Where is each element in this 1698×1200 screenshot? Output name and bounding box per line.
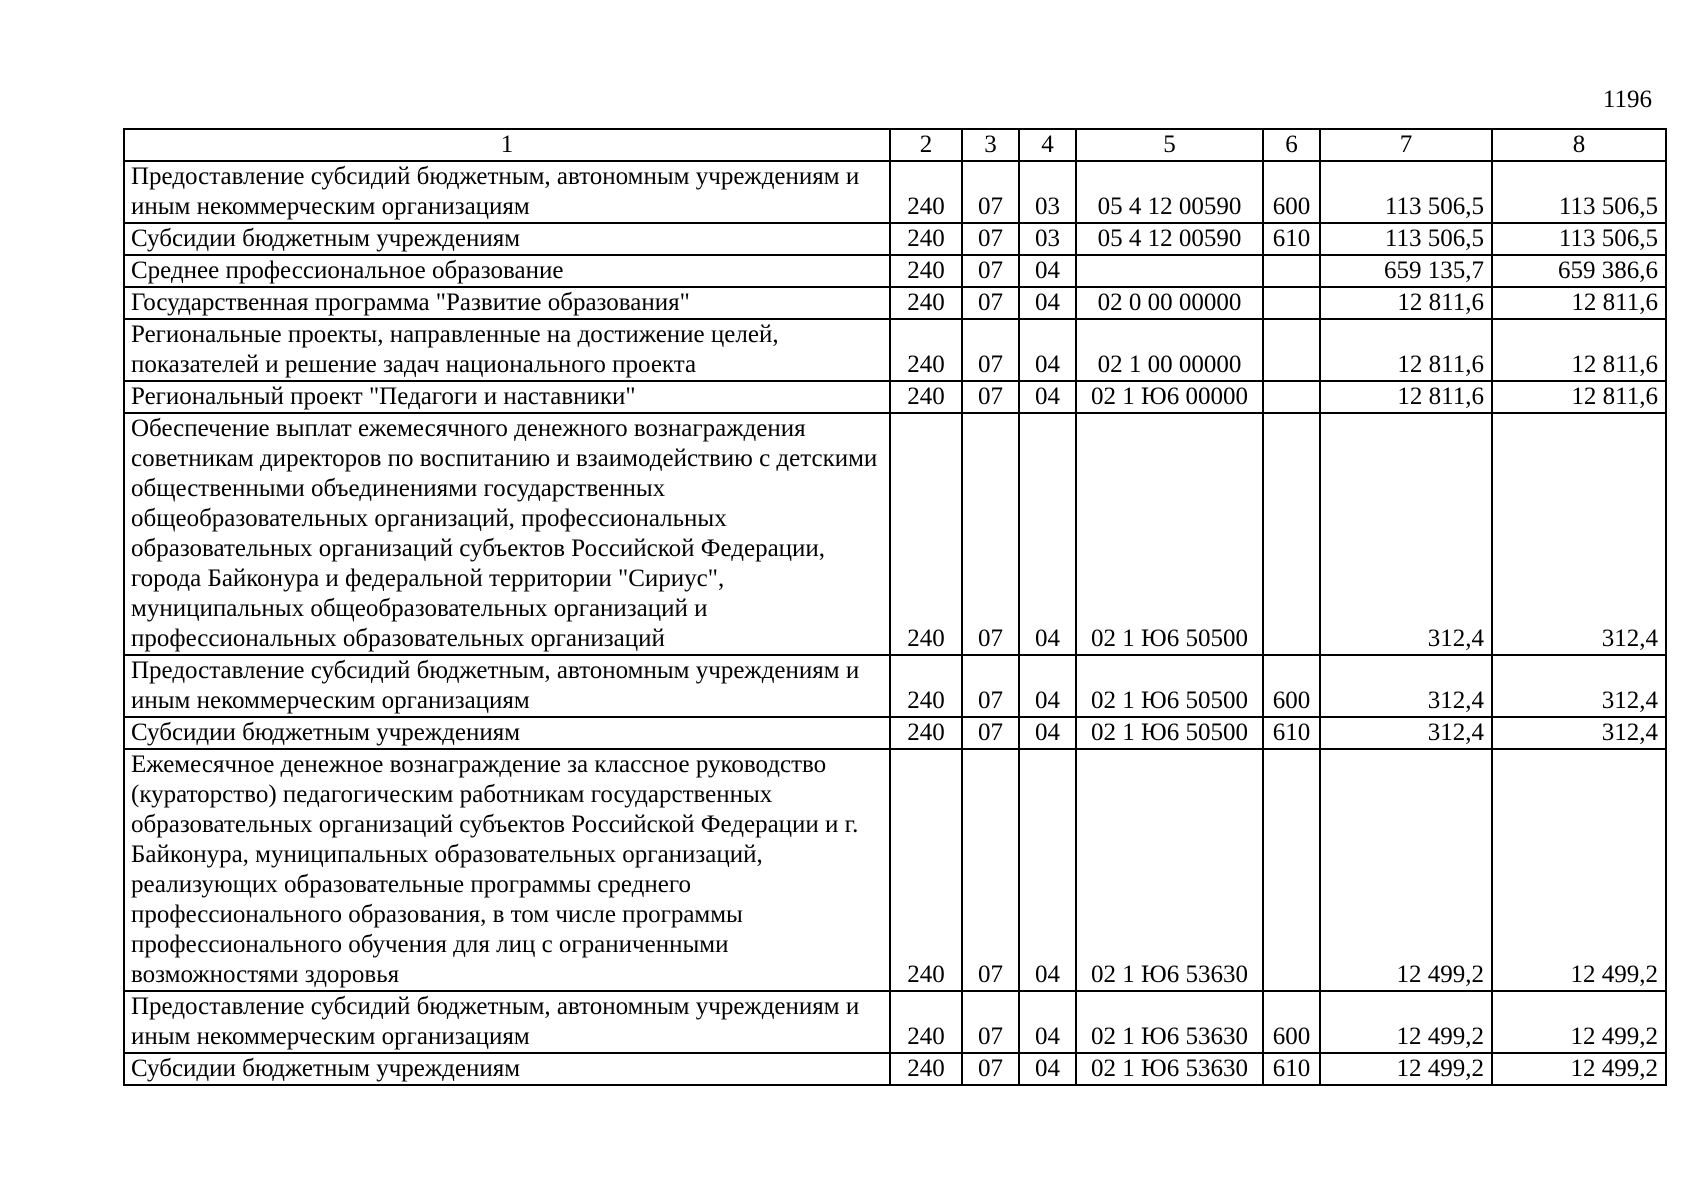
target-article-cell: 02 1 00 00000 bbox=[1076, 319, 1263, 381]
table-row bbox=[124, 413, 1666, 655]
item-name-cell: Обеспечение выплат ежемесячного денежного вознаграждения советникам директоров по воспитанию и взаимодействию с детскими общественными объединениями государственных общеобразовательных организаций, профессиональных образовательных организаций субъектов Российской Федерации, города Байконура и федеральной территории "Сириус", муниципальных общеобразовательных организаций и профессиональных образовательных организаций bbox=[124, 413, 890, 655]
amount-year1-cell: 659 135,7 bbox=[1320, 255, 1492, 287]
header-cell: 1 bbox=[124, 129, 890, 161]
amount-year2-cell: 12 499,2 bbox=[1492, 1053, 1666, 1085]
amount-year1-cell: 312,4 bbox=[1320, 717, 1492, 749]
amount-year2-cell: 12 499,2 bbox=[1492, 749, 1666, 991]
subsection-code-cell: 04 bbox=[1019, 413, 1076, 655]
amount-year2-cell: 12 811,6 bbox=[1492, 287, 1666, 319]
table-row bbox=[124, 381, 1666, 413]
ministry-code-cell: 240 bbox=[890, 381, 962, 413]
section-code-cell: 07 bbox=[962, 161, 1019, 223]
item-name-cell: Ежемесячное денежное вознаграждение за классное руководство (кураторство) педагогическим работникам государственных образовательных организаций субъектов Российской Федерации и г. Байконура, муниципальных образовательных организаций, реализующих образовательные программы среднего профессионального образования, в том числе программы профессионального обучения для лиц с ограниченными возможностями здоровья bbox=[124, 749, 890, 991]
amount-year2-cell: 659 386,6 bbox=[1492, 255, 1666, 287]
section-code-cell: 07 bbox=[962, 717, 1019, 749]
section-code-cell: 07 bbox=[962, 223, 1019, 255]
table-row bbox=[124, 223, 1666, 255]
item-name-cell: Среднее профессиональное образование bbox=[124, 255, 890, 287]
amount-year1-cell: 12 811,6 bbox=[1320, 381, 1492, 413]
item-name-cell: Субсидии бюджетным учреждениям bbox=[124, 717, 890, 749]
header-cell: 6 bbox=[1263, 129, 1320, 161]
header-cell: 8 bbox=[1492, 129, 1666, 161]
header-cell: 2 bbox=[890, 129, 962, 161]
subsection-code-cell: 04 bbox=[1019, 749, 1076, 991]
item-name-cell: Предоставление субсидий бюджетным, автономным учреждениям и иным некоммерческим организациям bbox=[124, 655, 890, 717]
section-code-cell: 07 bbox=[962, 749, 1019, 991]
amount-year2-cell: 12 811,6 bbox=[1492, 381, 1666, 413]
section-code-cell: 07 bbox=[962, 319, 1019, 381]
subsection-code-cell: 04 bbox=[1019, 655, 1076, 717]
item-name-cell: Региональный проект "Педагоги и наставники" bbox=[124, 381, 890, 413]
table-row bbox=[124, 991, 1666, 1053]
subsection-code-cell: 04 bbox=[1019, 319, 1076, 381]
subsection-code-cell: 04 bbox=[1019, 381, 1076, 413]
amount-year1-cell: 113 506,5 bbox=[1320, 161, 1492, 223]
table-row bbox=[124, 1053, 1666, 1085]
section-code-cell: 07 bbox=[962, 255, 1019, 287]
ministry-code-cell: 240 bbox=[890, 1053, 962, 1085]
table-row bbox=[124, 161, 1666, 223]
target-article-cell: 02 1 Ю6 50500 bbox=[1076, 413, 1263, 655]
header-cell: 4 bbox=[1019, 129, 1076, 161]
amount-year2-cell: 312,4 bbox=[1492, 655, 1666, 717]
amount-year2-cell: 113 506,5 bbox=[1492, 161, 1666, 223]
expense-type-cell: 600 bbox=[1263, 991, 1320, 1053]
target-article-cell: 02 1 Ю6 53630 bbox=[1076, 991, 1263, 1053]
section-code-cell: 07 bbox=[962, 655, 1019, 717]
ministry-code-cell: 240 bbox=[890, 717, 962, 749]
item-name-cell: Предоставление субсидий бюджетным, автономным учреждениям и иным некоммерческим организациям bbox=[124, 991, 890, 1053]
ministry-code-cell: 240 bbox=[890, 255, 962, 287]
ministry-code-cell: 240 bbox=[890, 161, 962, 223]
amount-year2-cell: 113 506,5 bbox=[1492, 223, 1666, 255]
target-article-cell: 02 1 Ю6 53630 bbox=[1076, 1053, 1263, 1085]
subsection-code-cell: 04 bbox=[1019, 991, 1076, 1053]
subsection-code-cell: 04 bbox=[1019, 255, 1076, 287]
target-article-cell bbox=[1076, 255, 1263, 287]
target-article-cell: 02 0 00 00000 bbox=[1076, 287, 1263, 319]
target-article-cell: 02 1 Ю6 00000 bbox=[1076, 381, 1263, 413]
expense-type-cell bbox=[1263, 319, 1320, 381]
table-row bbox=[124, 287, 1666, 319]
expense-type-cell: 600 bbox=[1263, 161, 1320, 223]
expense-type-cell bbox=[1263, 413, 1320, 655]
section-code-cell: 07 bbox=[962, 413, 1019, 655]
item-name-cell: Субсидии бюджетным учреждениям bbox=[124, 223, 890, 255]
ministry-code-cell: 240 bbox=[890, 287, 962, 319]
item-name-cell: Региональные проекты, направленные на достижение целей, показателей и решение задач национального проекта bbox=[124, 319, 890, 381]
amount-year1-cell: 312,4 bbox=[1320, 655, 1492, 717]
expense-type-cell: 610 bbox=[1263, 717, 1320, 749]
section-code-cell: 07 bbox=[962, 287, 1019, 319]
section-code-cell: 07 bbox=[962, 991, 1019, 1053]
header-cell: 3 bbox=[962, 129, 1019, 161]
budget-table bbox=[123, 128, 1667, 1086]
expense-type-cell bbox=[1263, 287, 1320, 319]
item-name-cell: Государственная программа "Развитие образования" bbox=[124, 287, 890, 319]
page-number: 1196 bbox=[1602, 86, 1652, 113]
amount-year2-cell: 312,4 bbox=[1492, 717, 1666, 749]
section-code-cell: 07 bbox=[962, 381, 1019, 413]
ministry-code-cell: 240 bbox=[890, 413, 962, 655]
ministry-code-cell: 240 bbox=[890, 991, 962, 1053]
amount-year1-cell: 12 499,2 bbox=[1320, 1053, 1492, 1085]
ministry-code-cell: 240 bbox=[890, 655, 962, 717]
item-name-cell: Субсидии бюджетным учреждениям bbox=[124, 1053, 890, 1085]
ministry-code-cell: 240 bbox=[890, 223, 962, 255]
subsection-code-cell: 04 bbox=[1019, 287, 1076, 319]
amount-year1-cell: 12 811,6 bbox=[1320, 319, 1492, 381]
table-row bbox=[124, 749, 1666, 991]
expense-type-cell bbox=[1263, 749, 1320, 991]
expense-type-cell bbox=[1263, 255, 1320, 287]
amount-year1-cell: 312,4 bbox=[1320, 413, 1492, 655]
amount-year1-cell: 12 811,6 bbox=[1320, 287, 1492, 319]
expense-type-cell: 610 bbox=[1263, 223, 1320, 255]
subsection-code-cell: 03 bbox=[1019, 161, 1076, 223]
header-cell: 5 bbox=[1076, 129, 1263, 161]
section-code-cell: 07 bbox=[962, 1053, 1019, 1085]
amount-year1-cell: 12 499,2 bbox=[1320, 991, 1492, 1053]
table-row bbox=[124, 717, 1666, 749]
expense-type-cell: 600 bbox=[1263, 655, 1320, 717]
table-row bbox=[124, 319, 1666, 381]
target-article-cell: 02 1 Ю6 50500 bbox=[1076, 655, 1263, 717]
amount-year2-cell: 12 499,2 bbox=[1492, 991, 1666, 1053]
target-article-cell: 05 4 12 00590 bbox=[1076, 223, 1263, 255]
expense-type-cell: 610 bbox=[1263, 1053, 1320, 1085]
header-cell: 7 bbox=[1320, 129, 1492, 161]
amount-year2-cell: 312,4 bbox=[1492, 413, 1666, 655]
item-name-cell: Предоставление субсидий бюджетным, автономным учреждениям и иным некоммерческим организациям bbox=[124, 161, 890, 223]
header-row bbox=[124, 129, 1666, 161]
ministry-code-cell: 240 bbox=[890, 319, 962, 381]
amount-year1-cell: 12 499,2 bbox=[1320, 749, 1492, 991]
amount-year2-cell: 12 811,6 bbox=[1492, 319, 1666, 381]
table-row bbox=[124, 255, 1666, 287]
subsection-code-cell: 04 bbox=[1019, 1053, 1076, 1085]
table-row bbox=[124, 655, 1666, 717]
target-article-cell: 05 4 12 00590 bbox=[1076, 161, 1263, 223]
subsection-code-cell: 04 bbox=[1019, 717, 1076, 749]
amount-year1-cell: 113 506,5 bbox=[1320, 223, 1492, 255]
subsection-code-cell: 03 bbox=[1019, 223, 1076, 255]
expense-type-cell bbox=[1263, 381, 1320, 413]
target-article-cell: 02 1 Ю6 53630 bbox=[1076, 749, 1263, 991]
ministry-code-cell: 240 bbox=[890, 749, 962, 991]
target-article-cell: 02 1 Ю6 50500 bbox=[1076, 717, 1263, 749]
